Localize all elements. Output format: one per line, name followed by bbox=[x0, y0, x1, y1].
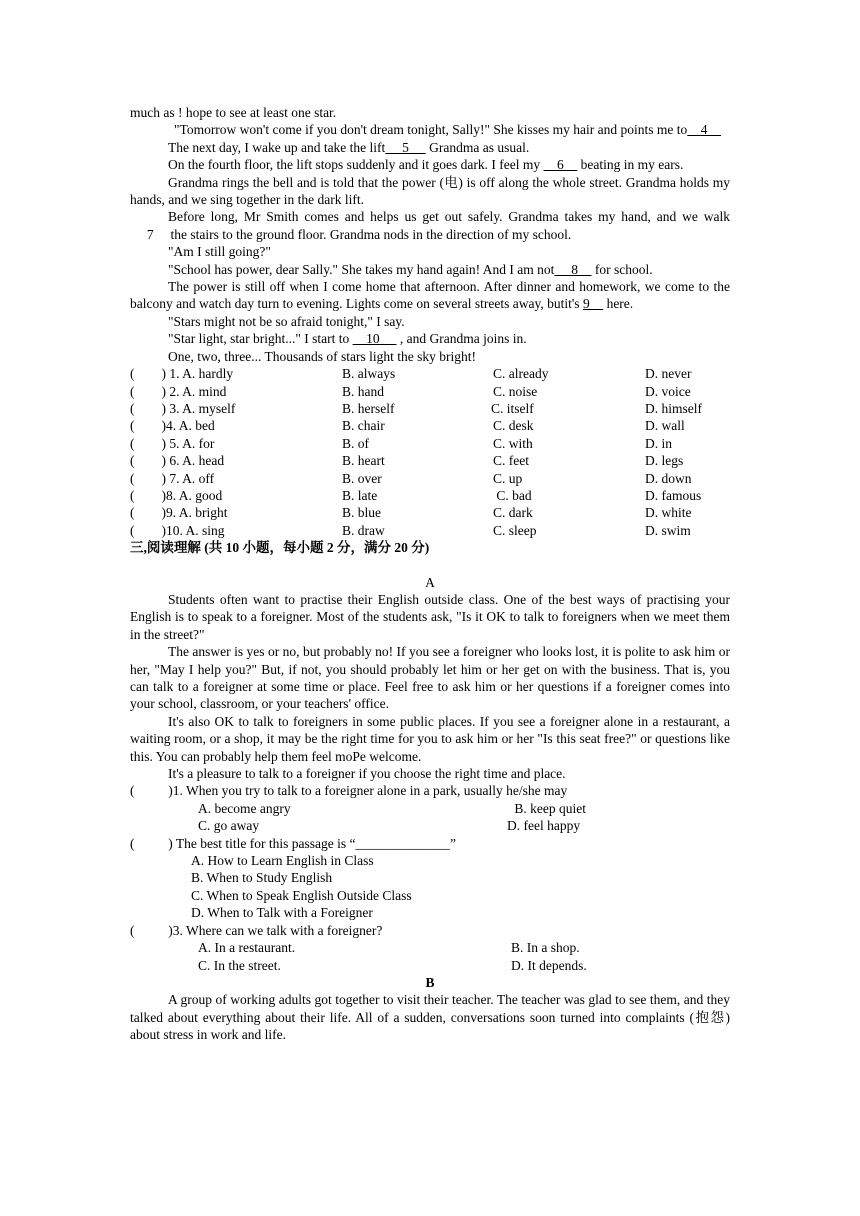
option-b: B. keep quiet bbox=[511, 800, 586, 816]
question-2: ( ) The best title for this passage is “______________” bbox=[130, 835, 456, 851]
blank-4: 4 bbox=[687, 122, 722, 138]
story-fourth-floor bbox=[130, 156, 730, 173]
question-3-options bbox=[130, 939, 730, 974]
option-b: B. draw bbox=[342, 522, 385, 538]
option-b: B. chair bbox=[342, 418, 385, 434]
cloze-option-row bbox=[130, 383, 730, 400]
cloze-option-row bbox=[130, 487, 730, 504]
option-c: C. with bbox=[493, 435, 533, 451]
option-b: B. over bbox=[342, 470, 382, 486]
story-line-top: much as ! hope to see at least one star. bbox=[130, 105, 337, 120]
passage-a-paragraph: The answer is yes or no, but probably no! If you see a foreigner who looks lost, it is polite to ask him or her, "May I help you?" But, if not, you should probably let him or her get on with the business. That is, you can talk to a foreigner at some time or place. Feel free to ask him or her questions if a foreigner comes into your school, classroom, or your teachers' office. bbox=[130, 644, 730, 712]
option-a: ( ) 2. A. mind bbox=[130, 383, 227, 399]
option-d: D. legs bbox=[645, 453, 684, 469]
story-next-day-text-a: The next day, I wake up and take the lift bbox=[168, 139, 386, 155]
option-c: C. sleep bbox=[493, 522, 537, 538]
story-star-light-text-b: , and Grandma joins in. bbox=[396, 331, 527, 347]
option-c: C. noise bbox=[493, 383, 538, 399]
cloze-option-row bbox=[130, 522, 730, 539]
option-a: ( ) 6. A. head bbox=[130, 453, 225, 469]
story-before-long-text-a: Before long, Mr Smith comes and helps us get out safely. Grandma takes my hand, and we walk bbox=[168, 209, 730, 225]
story-one-two: One, two, three... Thousands of stars light the sky bright! bbox=[168, 348, 476, 364]
cloze-option-row bbox=[130, 417, 730, 434]
option-b: B. always bbox=[342, 366, 396, 382]
passage-a-label: A bbox=[425, 574, 435, 590]
option-d: D. never bbox=[645, 366, 692, 382]
story-star-light-text-a: "Star light, star bright..." I start to bbox=[168, 331, 353, 347]
question-1: ( )1. When you try to talk to a foreigner alone in a park, usually he/she may bbox=[130, 783, 568, 799]
option-c: C. itself bbox=[491, 400, 534, 416]
passage-a-paragraph: Students often want to practise their English outside class. One of the best ways of practising your English is to speak to a foreigner. Most of the students ask, "Is it OK to talk to foreigners when we meet them in the street?" bbox=[130, 591, 730, 642]
option-a: A. How to Learn English in Class bbox=[191, 853, 374, 869]
option-c: C. dark bbox=[493, 505, 533, 521]
option-d: D. wall bbox=[645, 418, 685, 434]
option-c: C. feet bbox=[493, 453, 529, 469]
option-b: B. of bbox=[342, 435, 369, 451]
option-a: ( ) 5. A. for bbox=[130, 435, 215, 451]
option-c: C. bad bbox=[493, 487, 532, 503]
option-d: D. in bbox=[645, 435, 672, 451]
option-a: ( )8. A. good bbox=[130, 487, 223, 503]
story-power-still-text-b: here. bbox=[603, 296, 634, 312]
option-d: D. white bbox=[645, 505, 692, 521]
story-power-still bbox=[130, 278, 730, 313]
option-a: ( ) 1. A. hardly bbox=[130, 366, 234, 382]
story-next-day-text-b: Grandma as usual. bbox=[425, 139, 530, 155]
option-a: ( )10. A. sing bbox=[130, 522, 225, 538]
cloze-options bbox=[130, 365, 730, 539]
option-b: B. late bbox=[342, 487, 378, 503]
option-c: C. go away bbox=[198, 818, 260, 834]
cloze-option-row bbox=[130, 504, 730, 521]
option-c: C. desk bbox=[493, 418, 534, 434]
option-d: D. When to Talk with a Foreigner bbox=[191, 905, 373, 921]
option-b: B. heart bbox=[342, 453, 385, 469]
option-c: C. When to Speak English Outside Class bbox=[191, 887, 412, 903]
option-d: D. voice bbox=[645, 383, 691, 399]
blank-6: 6 bbox=[543, 157, 578, 173]
option-c: C. In the street. bbox=[198, 957, 281, 973]
story-fourth-text-b: beating in my ears. bbox=[577, 157, 684, 173]
story-tomorrow bbox=[130, 121, 730, 138]
cloze-option-row bbox=[130, 470, 730, 487]
document-page bbox=[130, 104, 730, 1044]
passage-a-paragraph: It's a pleasure to talk to a foreigner if you choose the right time and place. bbox=[168, 766, 566, 782]
story-school-power bbox=[130, 261, 730, 278]
question-1-options bbox=[130, 800, 730, 835]
story-fourth-text-a: On the fourth floor, the lift stops suddenly and it goes dark. I feel my bbox=[168, 157, 544, 173]
story-before-long-text-b: the stairs to the ground floor. Grandma nods in the direction of my school. bbox=[170, 226, 572, 242]
option-a: A. become angry bbox=[198, 800, 291, 816]
option-a: ( ) 3. A. myself bbox=[130, 400, 236, 416]
blank-8: 8 bbox=[554, 261, 592, 277]
cloze-option-row bbox=[130, 400, 730, 417]
option-a: A. In a restaurant. bbox=[198, 940, 296, 956]
story-next-day bbox=[130, 139, 730, 156]
option-b: B. hand bbox=[342, 383, 384, 399]
story-still-going: "Am I still going?" bbox=[168, 244, 271, 260]
blank-5: 5 bbox=[385, 139, 426, 155]
option-a: ( ) 7. A. off bbox=[130, 470, 215, 486]
passage-a-paragraph: It's also OK to talk to foreigners in some public places. If you see a foreigner alone in a restaurant, a waiting room, or a shop, it may be the right time for you to ask him or her "Is this seat free?" or questions like this. You can probably help them feel moPe welcome. bbox=[130, 713, 730, 764]
option-d: D. himself bbox=[645, 400, 702, 416]
story-star-light bbox=[130, 330, 730, 347]
option-d: D. swim bbox=[645, 522, 691, 538]
story-school-power-text-b: for school. bbox=[591, 261, 653, 277]
cloze-option-row bbox=[130, 452, 730, 469]
story-power-still-text-a: The power is still off when I come home that afternoon. After dinner and homework, we come to the balcony and watch day turn to evening. Lights come on several streets away, butit's bbox=[130, 279, 730, 312]
passage-b-label: B bbox=[425, 974, 435, 990]
spacer bbox=[130, 557, 730, 574]
option-b: B. blue bbox=[342, 505, 381, 521]
option-d: D. famous bbox=[645, 487, 702, 503]
cloze-option-row bbox=[130, 365, 730, 382]
option-d: D. feel happy bbox=[507, 818, 581, 834]
blank-10: 10 bbox=[352, 331, 397, 347]
option-d: D. It depends. bbox=[511, 957, 587, 973]
blank-9: 9 bbox=[582, 296, 604, 312]
question-3: ( )3. Where can we talk with a foreigner? bbox=[130, 922, 383, 938]
section-title: 三,阅读理解 (共 10 小题，每小题 2 分，满分 20 分) bbox=[130, 540, 430, 556]
passage-b-paragraph: A group of working adults got together to visit their teacher. The teacher was glad to see them, and they talked about everything about their life. All of a sudden, conversations soon turned into complaints (抱怨) about stress in work and life. bbox=[130, 992, 730, 1043]
question-2-options bbox=[130, 852, 730, 922]
story-stars-afraid: "Stars might not be so afraid tonight," I say. bbox=[168, 313, 405, 329]
story-tomorrow-text: "Tomorrow won't come if you don't dream tonight, Sally!" She kisses my hair and points me to bbox=[174, 122, 688, 138]
story-grandma-rings: Grandma rings the bell and is told that the power (电) is off along the whole street. Grandma holds my hands, and we sing together in the dark lift. bbox=[130, 174, 730, 208]
option-a: ( )4. A. bed bbox=[130, 418, 215, 434]
option-a: ( )9. A. bright bbox=[130, 505, 228, 521]
option-b: B. herself bbox=[342, 400, 395, 416]
cloze-option-row bbox=[130, 435, 730, 452]
option-c: C. already bbox=[493, 366, 549, 382]
story-school-power-text-a: "School has power, dear Sally." She takes my hand again! And I am not bbox=[168, 261, 555, 277]
option-b: B. In a shop. bbox=[511, 940, 580, 956]
option-b: B. When to Study English bbox=[191, 870, 333, 886]
story-before-long bbox=[130, 208, 730, 243]
option-c: C. up bbox=[493, 470, 523, 486]
blank-7: 7 bbox=[130, 226, 171, 242]
option-d: D. down bbox=[645, 470, 692, 486]
